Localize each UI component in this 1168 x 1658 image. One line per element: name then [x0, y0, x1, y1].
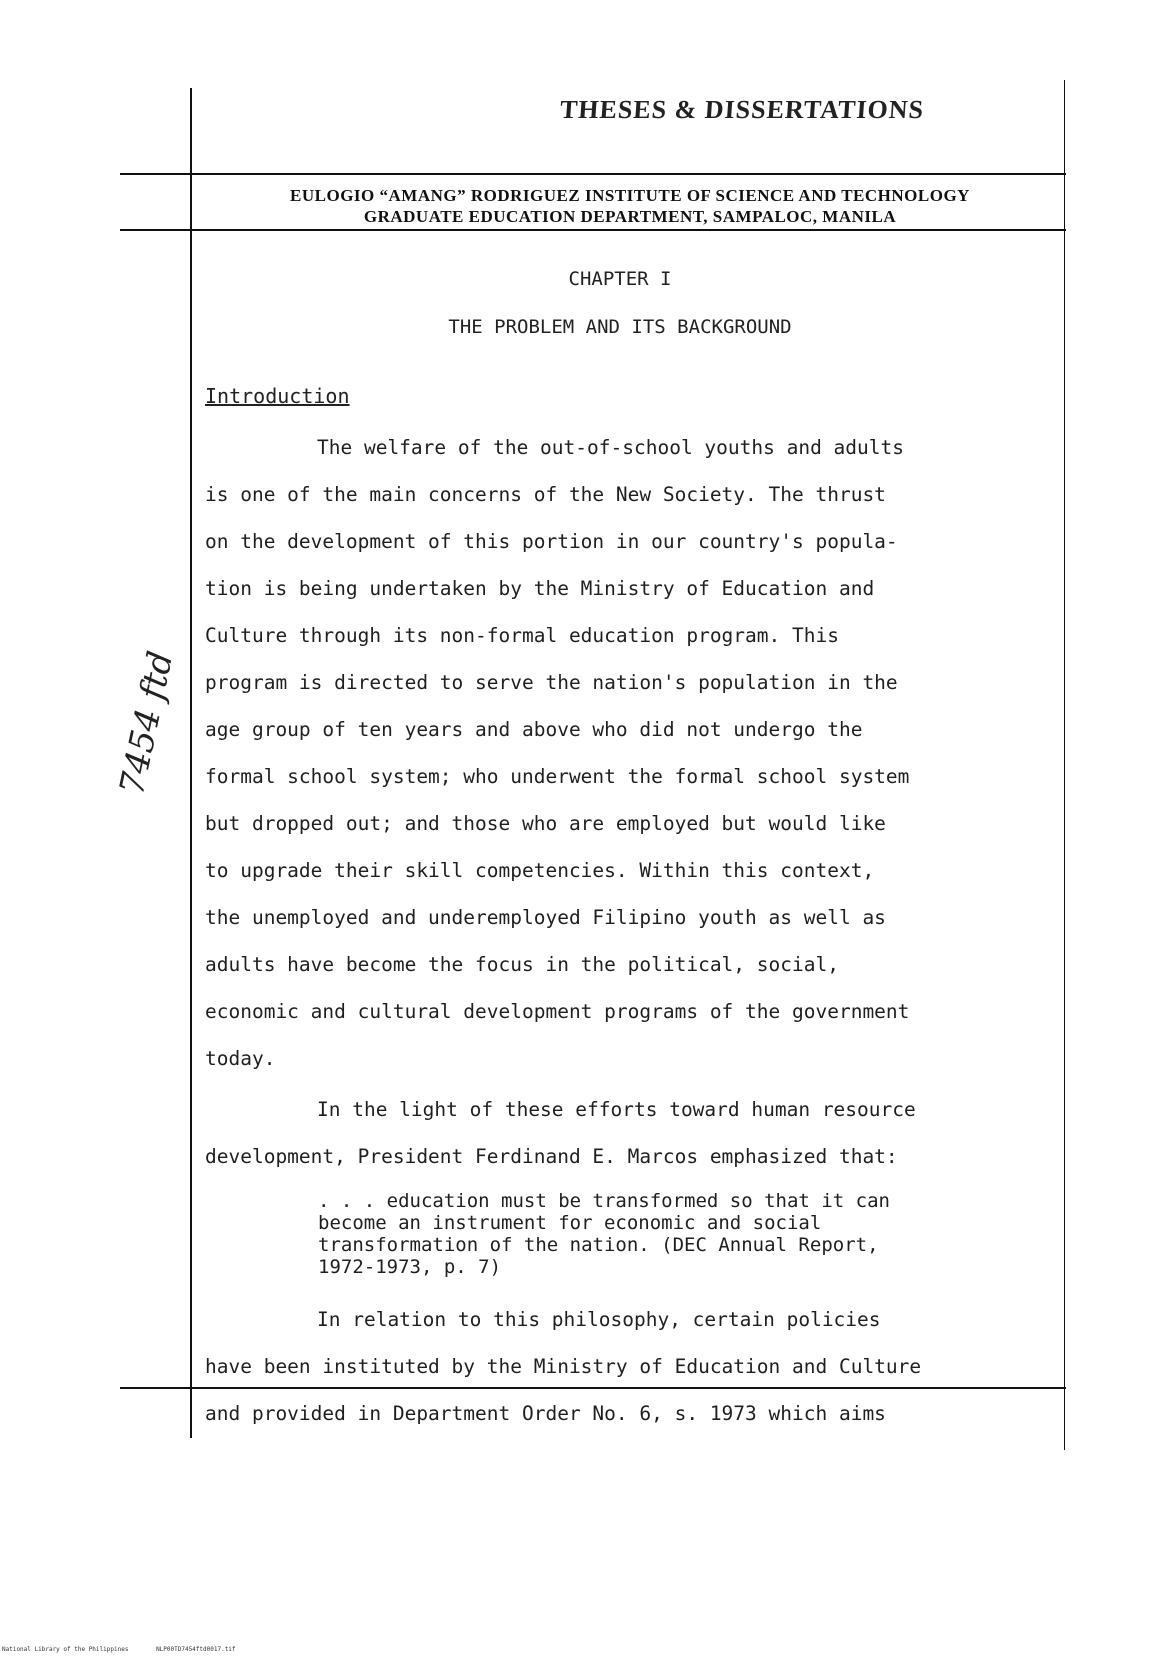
- library-credit: National Library of the Philippines: [2, 1646, 129, 1653]
- text-line: is one of the main concerns of the New Society. The thrust: [205, 483, 886, 506]
- text-line: Culture through its non-formal education program. This: [205, 624, 839, 647]
- text-line: In the light of these efforts toward human resource: [317, 1098, 916, 1121]
- text-line: age group of ten years and above who did not undergo the: [205, 718, 863, 741]
- paragraph-3: [205, 1296, 1060, 1437]
- text-line: to upgrade their skill competencies. Within this context,: [205, 859, 875, 882]
- header-rule-bottom: [120, 229, 1066, 231]
- text-line: adults have become the focus in the political, social,: [205, 953, 839, 976]
- left-margin-line: [190, 88, 192, 1438]
- right-margin-line: [1064, 80, 1065, 1450]
- header-rule-top: [120, 173, 1066, 175]
- block-quote: [318, 1190, 1058, 1278]
- quote-line: transformation of the nation. (DEC Annual Report,: [318, 1234, 879, 1256]
- text-line: the unemployed and underemployed Filipino youth as well as: [205, 906, 886, 929]
- paragraph-1: [205, 424, 1060, 1082]
- theses-stamp: THESES & DISSERTATIONS: [559, 95, 926, 124]
- text-line: The welfare of the out-of-school youths and adults: [317, 436, 904, 459]
- text-line: today.: [205, 1047, 276, 1070]
- text-line: economic and cultural development programs of the government: [205, 1000, 910, 1023]
- file-name: NLP00TD7454ftd0017.tif: [156, 1646, 236, 1653]
- institution-name: EULOGIO “AMANG” RODRIGUEZ INSTITUTE OF SCIENCE AND TECHNOLOGY: [290, 186, 970, 205]
- text-line: program is directed to serve the nation's population in the: [205, 671, 898, 694]
- text-line: have been instituted by the Ministry of Education and Culture: [205, 1355, 922, 1378]
- scan-footer: [2, 1646, 260, 1653]
- quote-line: . . . education must be transformed so that it can: [318, 1190, 890, 1212]
- text-line: and provided in Department Order No. 6, s. 1973 which aims: [205, 1402, 886, 1425]
- quote-line: 1972-1973, p. 7): [318, 1256, 502, 1278]
- text-line: but dropped out; and those who are employed but would like: [205, 812, 886, 835]
- chapter-title: THE PROBLEM AND ITS BACKGROUND: [448, 316, 792, 338]
- handwritten-accession-note: 7454 ftd: [112, 647, 182, 799]
- text-line: development, President Ferdinand E. Marcos emphasized that:: [205, 1145, 898, 1168]
- quote-line: become an instrument for economic and social: [318, 1212, 822, 1234]
- text-line: In relation to this philosophy, certain policies: [317, 1308, 881, 1331]
- section-heading: Introduction: [205, 384, 350, 408]
- text-line: on the development of this portion in our country's popula-: [205, 530, 898, 553]
- text-line: tion is being undertaken by the Ministry of Education and: [205, 577, 875, 600]
- chapter-number: CHAPTER I: [568, 268, 672, 290]
- paragraph-2: [205, 1086, 1060, 1180]
- text-line: formal school system; who underwent the formal school system: [205, 765, 910, 788]
- institution-department: GRADUATE EDUCATION DEPARTMENT, SAMPALOC, MANILA: [363, 207, 897, 226]
